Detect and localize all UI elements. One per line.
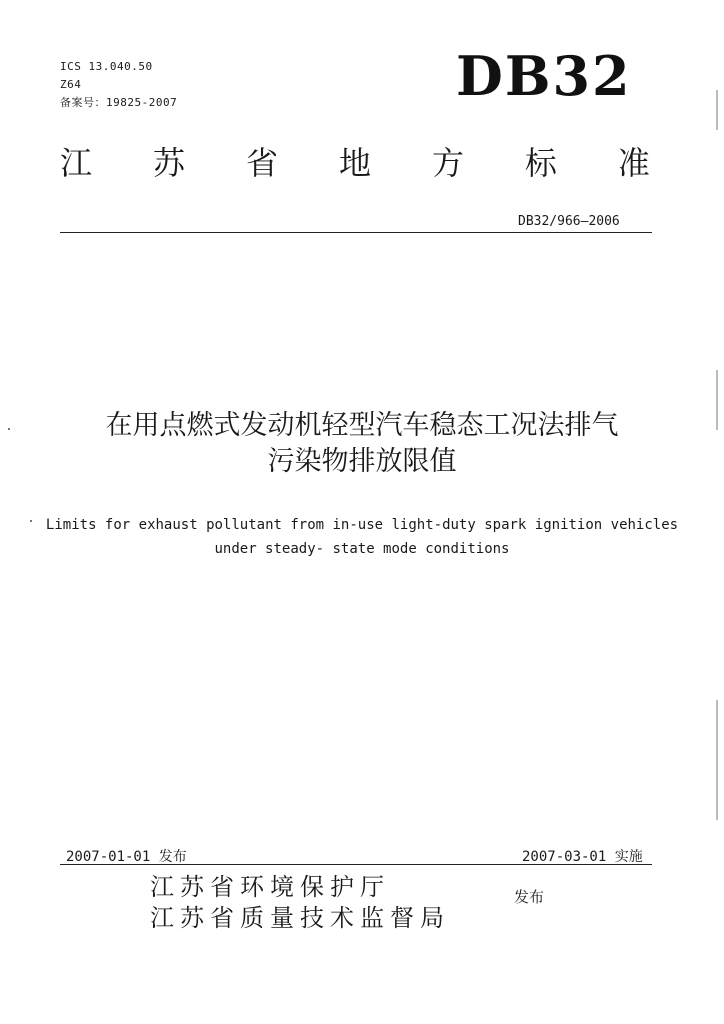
issued-label: 发布 [514,888,545,906]
scan-speck [8,428,10,430]
publish-date: 2007-01-01 发布 [66,849,187,865]
standard-type-title [60,138,650,184]
standard-type-char: 标 [524,144,557,182]
document-number: DB32/966—2006 [518,214,620,229]
english-title [20,513,704,561]
standard-type-char: 省 [245,144,278,182]
issuer-environment: 江苏省环境保护厅 [150,873,390,901]
issuing-authorities [150,872,450,934]
class-code: Z64 [60,78,82,91]
scan-speck [30,520,32,522]
footer-divider [60,864,652,865]
standard-type-char: 苏 [152,144,185,182]
standard-type-char: 江 [60,144,93,182]
ics-code: ICS 13.040.50 [60,60,153,73]
db32-logo: DB32 [456,44,632,108]
scan-edge-mark [716,370,718,430]
implement-date: 2007-03-01 实施 [522,849,643,865]
filing-number: 备案号：19825-2007 [60,96,178,109]
issuer-quality: 江苏省质量技术监督局 [150,904,450,932]
chinese-title-line1: 在用点燃式发动机轻型汽车稳态工况法排气 [105,410,619,441]
header-divider [60,232,652,233]
scan-edge-mark [716,700,718,820]
english-title-line1: Limits for exhaust pollutant from in-use light-duty spark ignition vehicles [45,517,679,533]
standard-type-char: 准 [617,144,650,182]
chinese-title [30,408,694,480]
english-title-line2: under steady- state mode conditions [214,541,510,557]
header-meta [60,58,177,112]
standard-type-char: 方 [431,144,464,182]
chinese-title-line2: 污染物排放限值 [267,446,457,477]
standard-type-char: 地 [338,144,371,182]
scan-edge-mark [716,90,718,130]
